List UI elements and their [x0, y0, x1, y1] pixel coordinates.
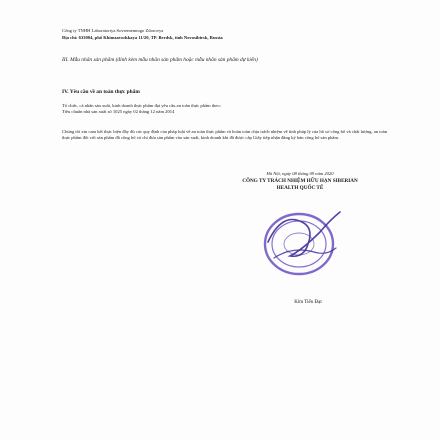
commitment-paragraph	[62, 129, 392, 140]
signature-company	[210, 178, 390, 191]
company-name-header: Công ty TNHH Laboratoriya Sovremennogo Zdorovya	[62, 28, 164, 33]
signature-date: Hà Nội, ngày 08 tháng 09 năm 2020	[266, 171, 334, 176]
stamp-and-signature-icon	[244, 202, 354, 292]
section-iii-text: III. Mẫu nhãn sản phẩm (đính kèm mẫu nhãn sản phẩm hoặc mẫu nhãn sản phẩm dự kiến)	[62, 57, 258, 63]
signature-company-line-2: HEALTH QUỐC TẾ	[276, 184, 324, 191]
section-iv-title: IV. Yêu cầu về an toàn thực phẩm	[62, 89, 140, 95]
signer-name: Kim Tiến Đạt	[294, 300, 322, 305]
signature-company-line-1: CÔNG TY TRÁCH NHIỆM HỮU HẠN SIBERIAN	[242, 178, 358, 184]
section-iv-line-1: Tổ chức, cá nhân sản xuất, kinh doanh thực phẩm đạt yêu cầu an toàn thực phẩm theo:	[62, 103, 221, 108]
company-address: Địa chỉ: 633004, phố Khimzavodskaya 11/20, TP. Berdsk, tỉnh Novosibirsk, Russia	[62, 35, 223, 40]
section-iv-line-2: Tiêu chuẩn nhà sản xuất số 1025 ngày 02 tháng 12 năm 2014	[62, 109, 175, 114]
commitment-text: Chúng tôi xin cam kết thực hiện đầy đủ các quy định của pháp luật về an toàn thực phẩm và hoàn toàn chịu trách nhiệm về tính pháp lý của hồ sơ công bố và chất lượng, an toàn thực phẩm đối với sản phẩm đã công bố và chỉ đưa sản phẩm vào sản xuất, kinh doanh khi đã được cấp Giấy tiếp nhận đăng ký bản công bố sản phẩm.	[62, 129, 388, 140]
section-iii-title	[62, 57, 392, 63]
company-stamp-icon	[244, 202, 354, 292]
